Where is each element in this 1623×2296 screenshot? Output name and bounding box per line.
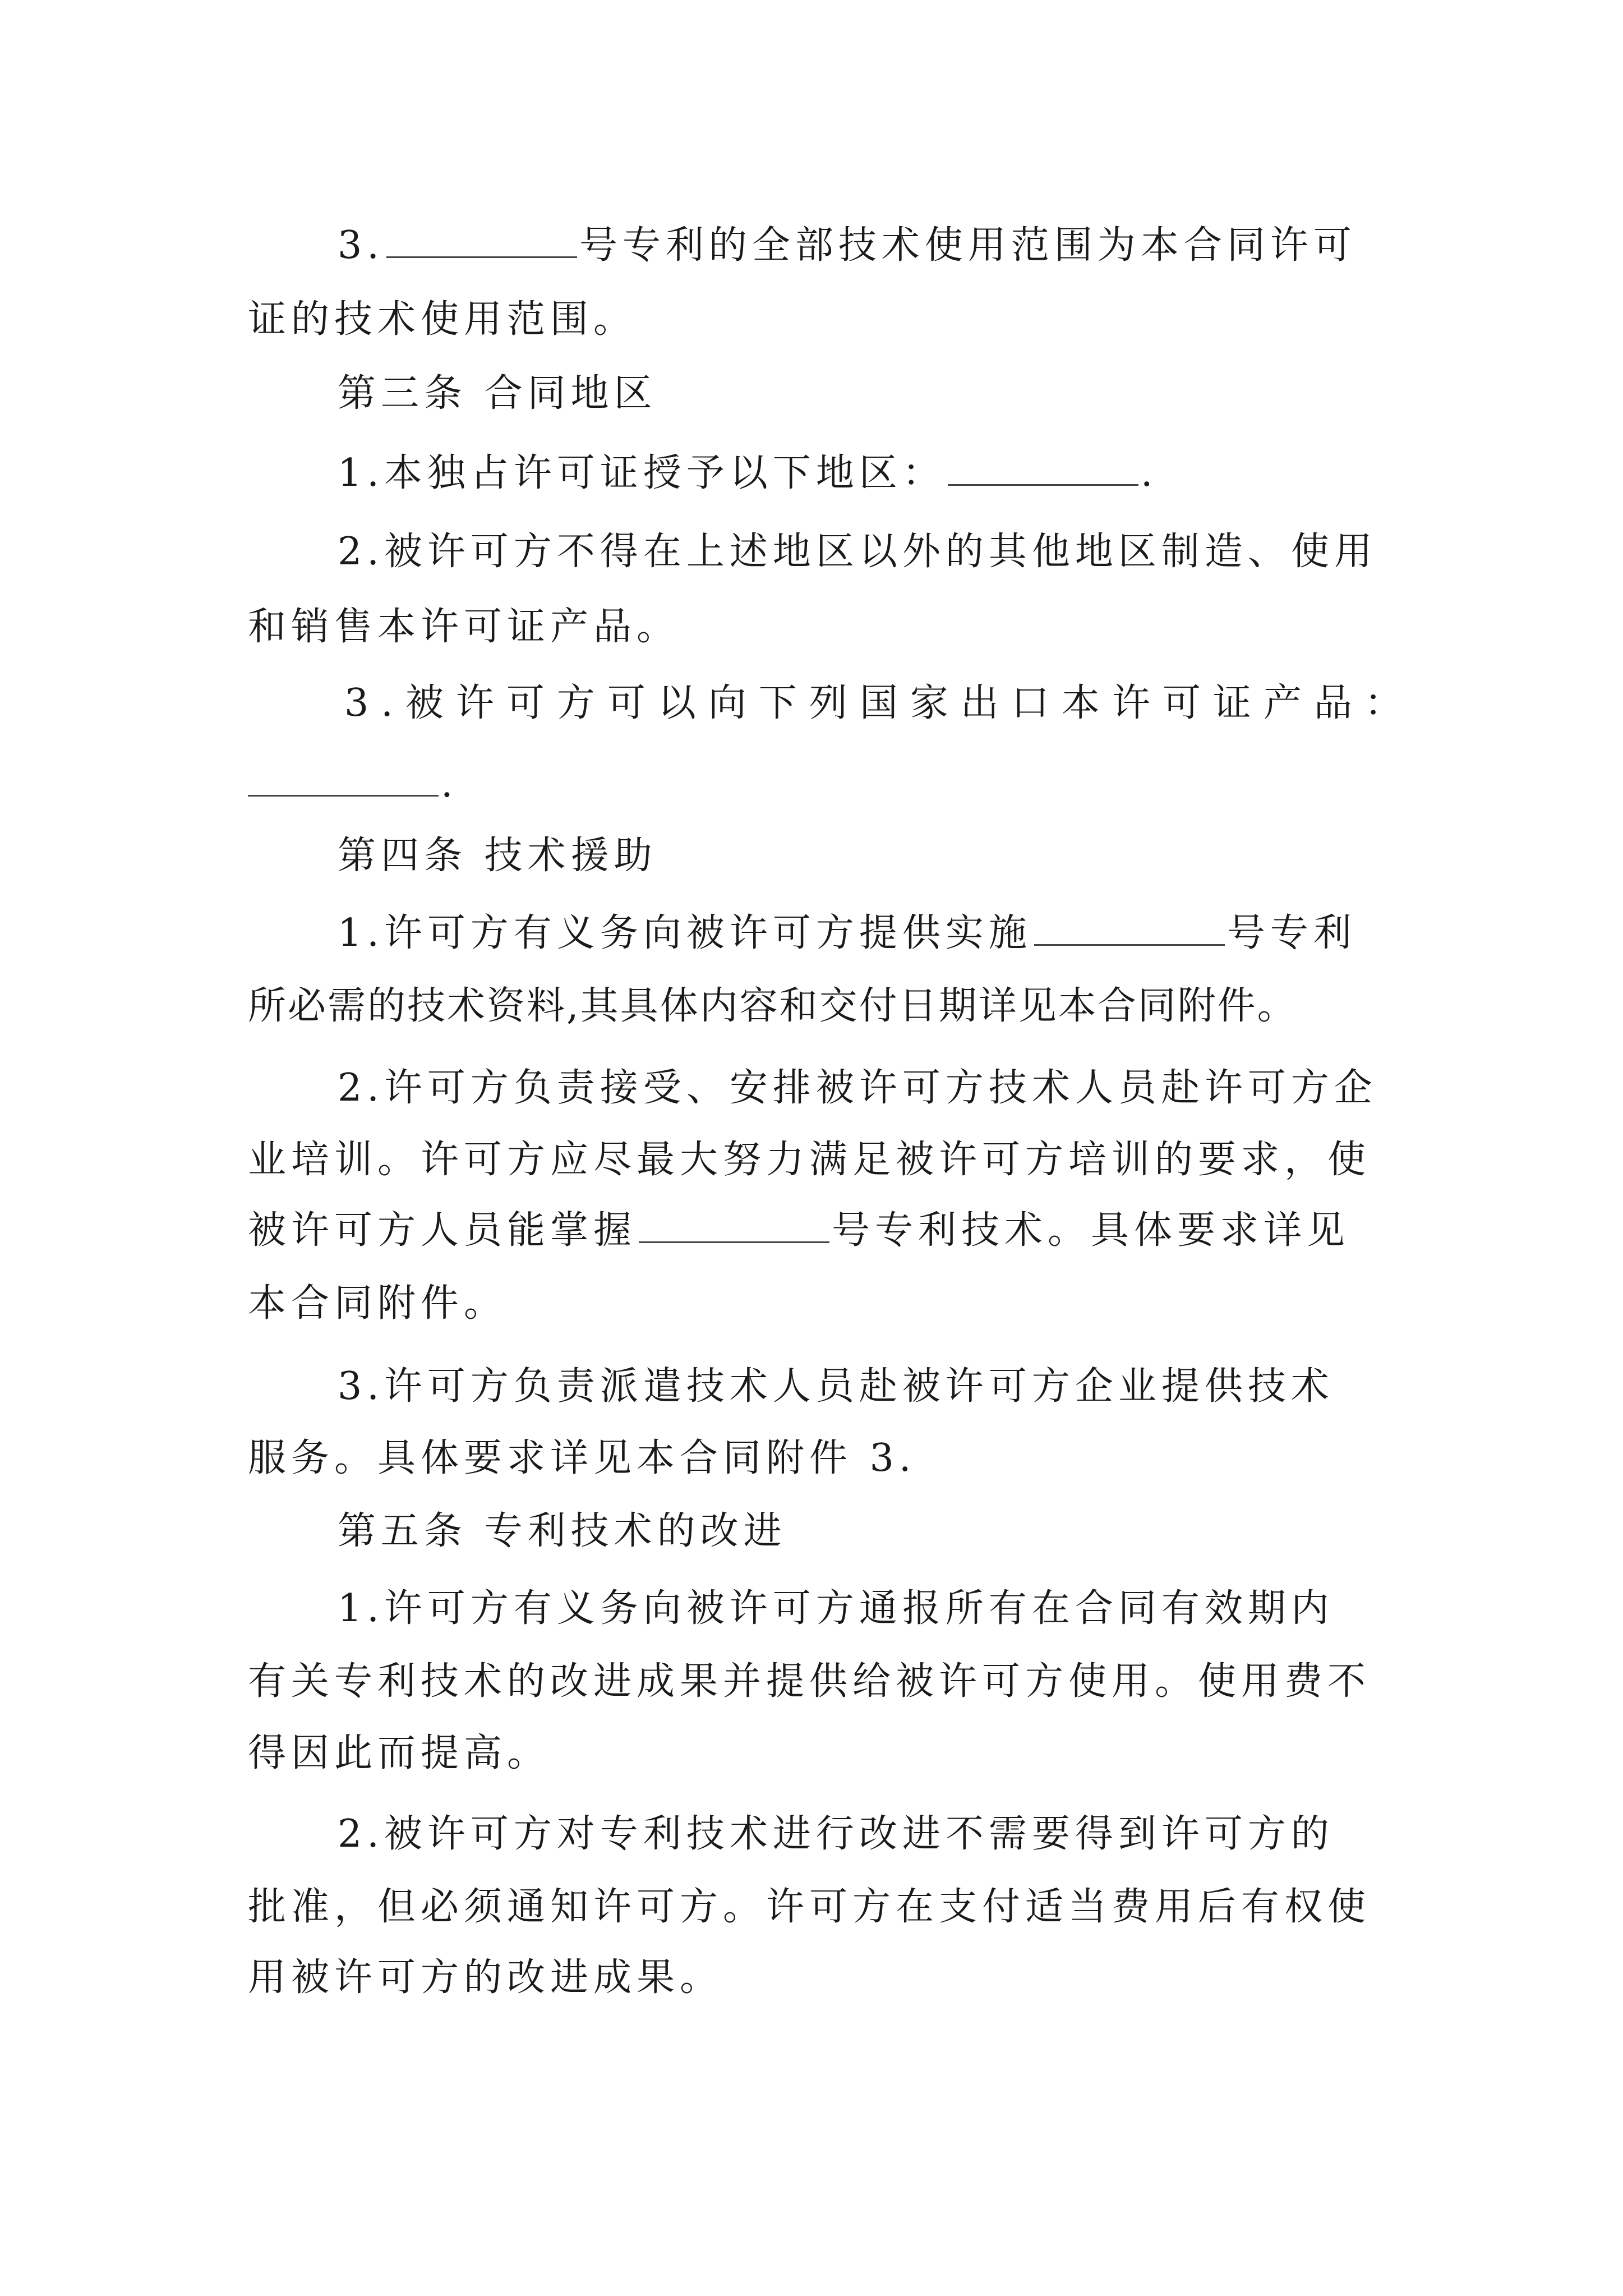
line-text-post: 号专利技术。具体要求详见 xyxy=(832,1208,1350,1253)
line-text: 用被许可方的改进成果。 xyxy=(248,1955,723,2000)
paragraph-line xyxy=(338,1359,1386,1415)
line-text-post: 号专利 xyxy=(1227,911,1357,955)
paragraph-line xyxy=(248,599,1386,655)
line-text-post: . xyxy=(1140,451,1158,495)
paragraph-line xyxy=(338,1581,1386,1637)
line-text: 和销售本许可证产品。 xyxy=(248,605,680,649)
article-heading xyxy=(338,828,1386,884)
line-text: 2.许可方负责接受、安排被许可方技术人员赴许可方企 xyxy=(338,1066,1377,1110)
paragraph-line xyxy=(248,1950,1386,2006)
article-heading xyxy=(338,366,1386,422)
fill-in-blank xyxy=(948,484,1138,486)
line-text: 2.被许可方不得在上述地区以外的其他地区制造、使用 xyxy=(338,530,1377,574)
line-text-pre: 1.许可方有义务向被许可方提供实施 xyxy=(338,911,1032,955)
paragraph-line xyxy=(338,905,1386,961)
paragraph-line xyxy=(248,1879,1386,1935)
line-text-pre: 3. xyxy=(338,223,384,268)
line-text: 本合同附件。 xyxy=(248,1281,508,1326)
paragraph-line xyxy=(248,1132,1386,1188)
heading-text: 第三条 合同地区 xyxy=(338,371,657,416)
paragraph-line xyxy=(338,218,1386,274)
fill-in-blank xyxy=(1034,944,1225,946)
line-text: 1.许可方有义务向被许可方通报所有在合同有效期内 xyxy=(338,1586,1334,1631)
line-text: 所必需的技术资料,其具体内容和交付日期详见本合同附件。 xyxy=(248,984,1297,1028)
line-text: 有关专利技术的改进成果并提供给被许可方使用。使用费不 xyxy=(248,1659,1371,1704)
line-text: 2.被许可方对专利技术进行改进不需要得到许可方的 xyxy=(338,1812,1334,1856)
fill-in-blank xyxy=(386,256,577,258)
paragraph-line xyxy=(248,292,1386,348)
paragraph-line xyxy=(248,756,1386,812)
paragraph-line xyxy=(248,1726,1386,1782)
article-heading xyxy=(338,1503,1386,1559)
paragraph-line xyxy=(338,445,1386,501)
paragraph-line xyxy=(248,978,1386,1034)
paragraph-line xyxy=(338,1060,1386,1116)
line-text-pre: 1.本独占许可证授予以下地区： xyxy=(338,451,946,495)
paragraph-line xyxy=(248,1654,1386,1710)
line-text: 3.被许可方可以向下列国家出口本许可证产品： xyxy=(344,681,1415,725)
line-text-post: . xyxy=(441,762,458,806)
line-text: 服务。具体要求详见本合同附件 3. xyxy=(248,1436,916,1480)
paragraph-line xyxy=(338,1806,1386,1862)
heading-text: 第四条 技术援助 xyxy=(338,834,657,878)
line-text: 3.许可方负责派遣技术人员赴被许可方企业提供技术 xyxy=(338,1364,1334,1409)
line-text: 业培训。许可方应尽最大努力满足被许可方培训的要求，使 xyxy=(248,1138,1371,1182)
fill-in-blank xyxy=(248,795,439,797)
paragraph-line xyxy=(248,1203,1386,1259)
line-text-post: 号专利的全部技术使用范围为本合同许可 xyxy=(579,223,1357,268)
heading-text: 第五条 专利技术的改进 xyxy=(338,1509,787,1553)
line-text: 证的技术使用范围。 xyxy=(248,297,637,342)
paragraph-line xyxy=(248,1430,1386,1487)
line-text-pre: 被许可方人员能掌握 xyxy=(248,1208,637,1253)
paragraph-line xyxy=(344,675,1415,731)
fill-in-blank xyxy=(639,1241,829,1243)
paragraph-line xyxy=(248,1276,1386,1332)
line-text: 批准，但必须通知许可方。许可方在支付适当费用后有权使 xyxy=(248,1885,1371,1929)
line-text: 得因此而提高。 xyxy=(248,1731,551,1775)
paragraph-line xyxy=(338,524,1386,580)
